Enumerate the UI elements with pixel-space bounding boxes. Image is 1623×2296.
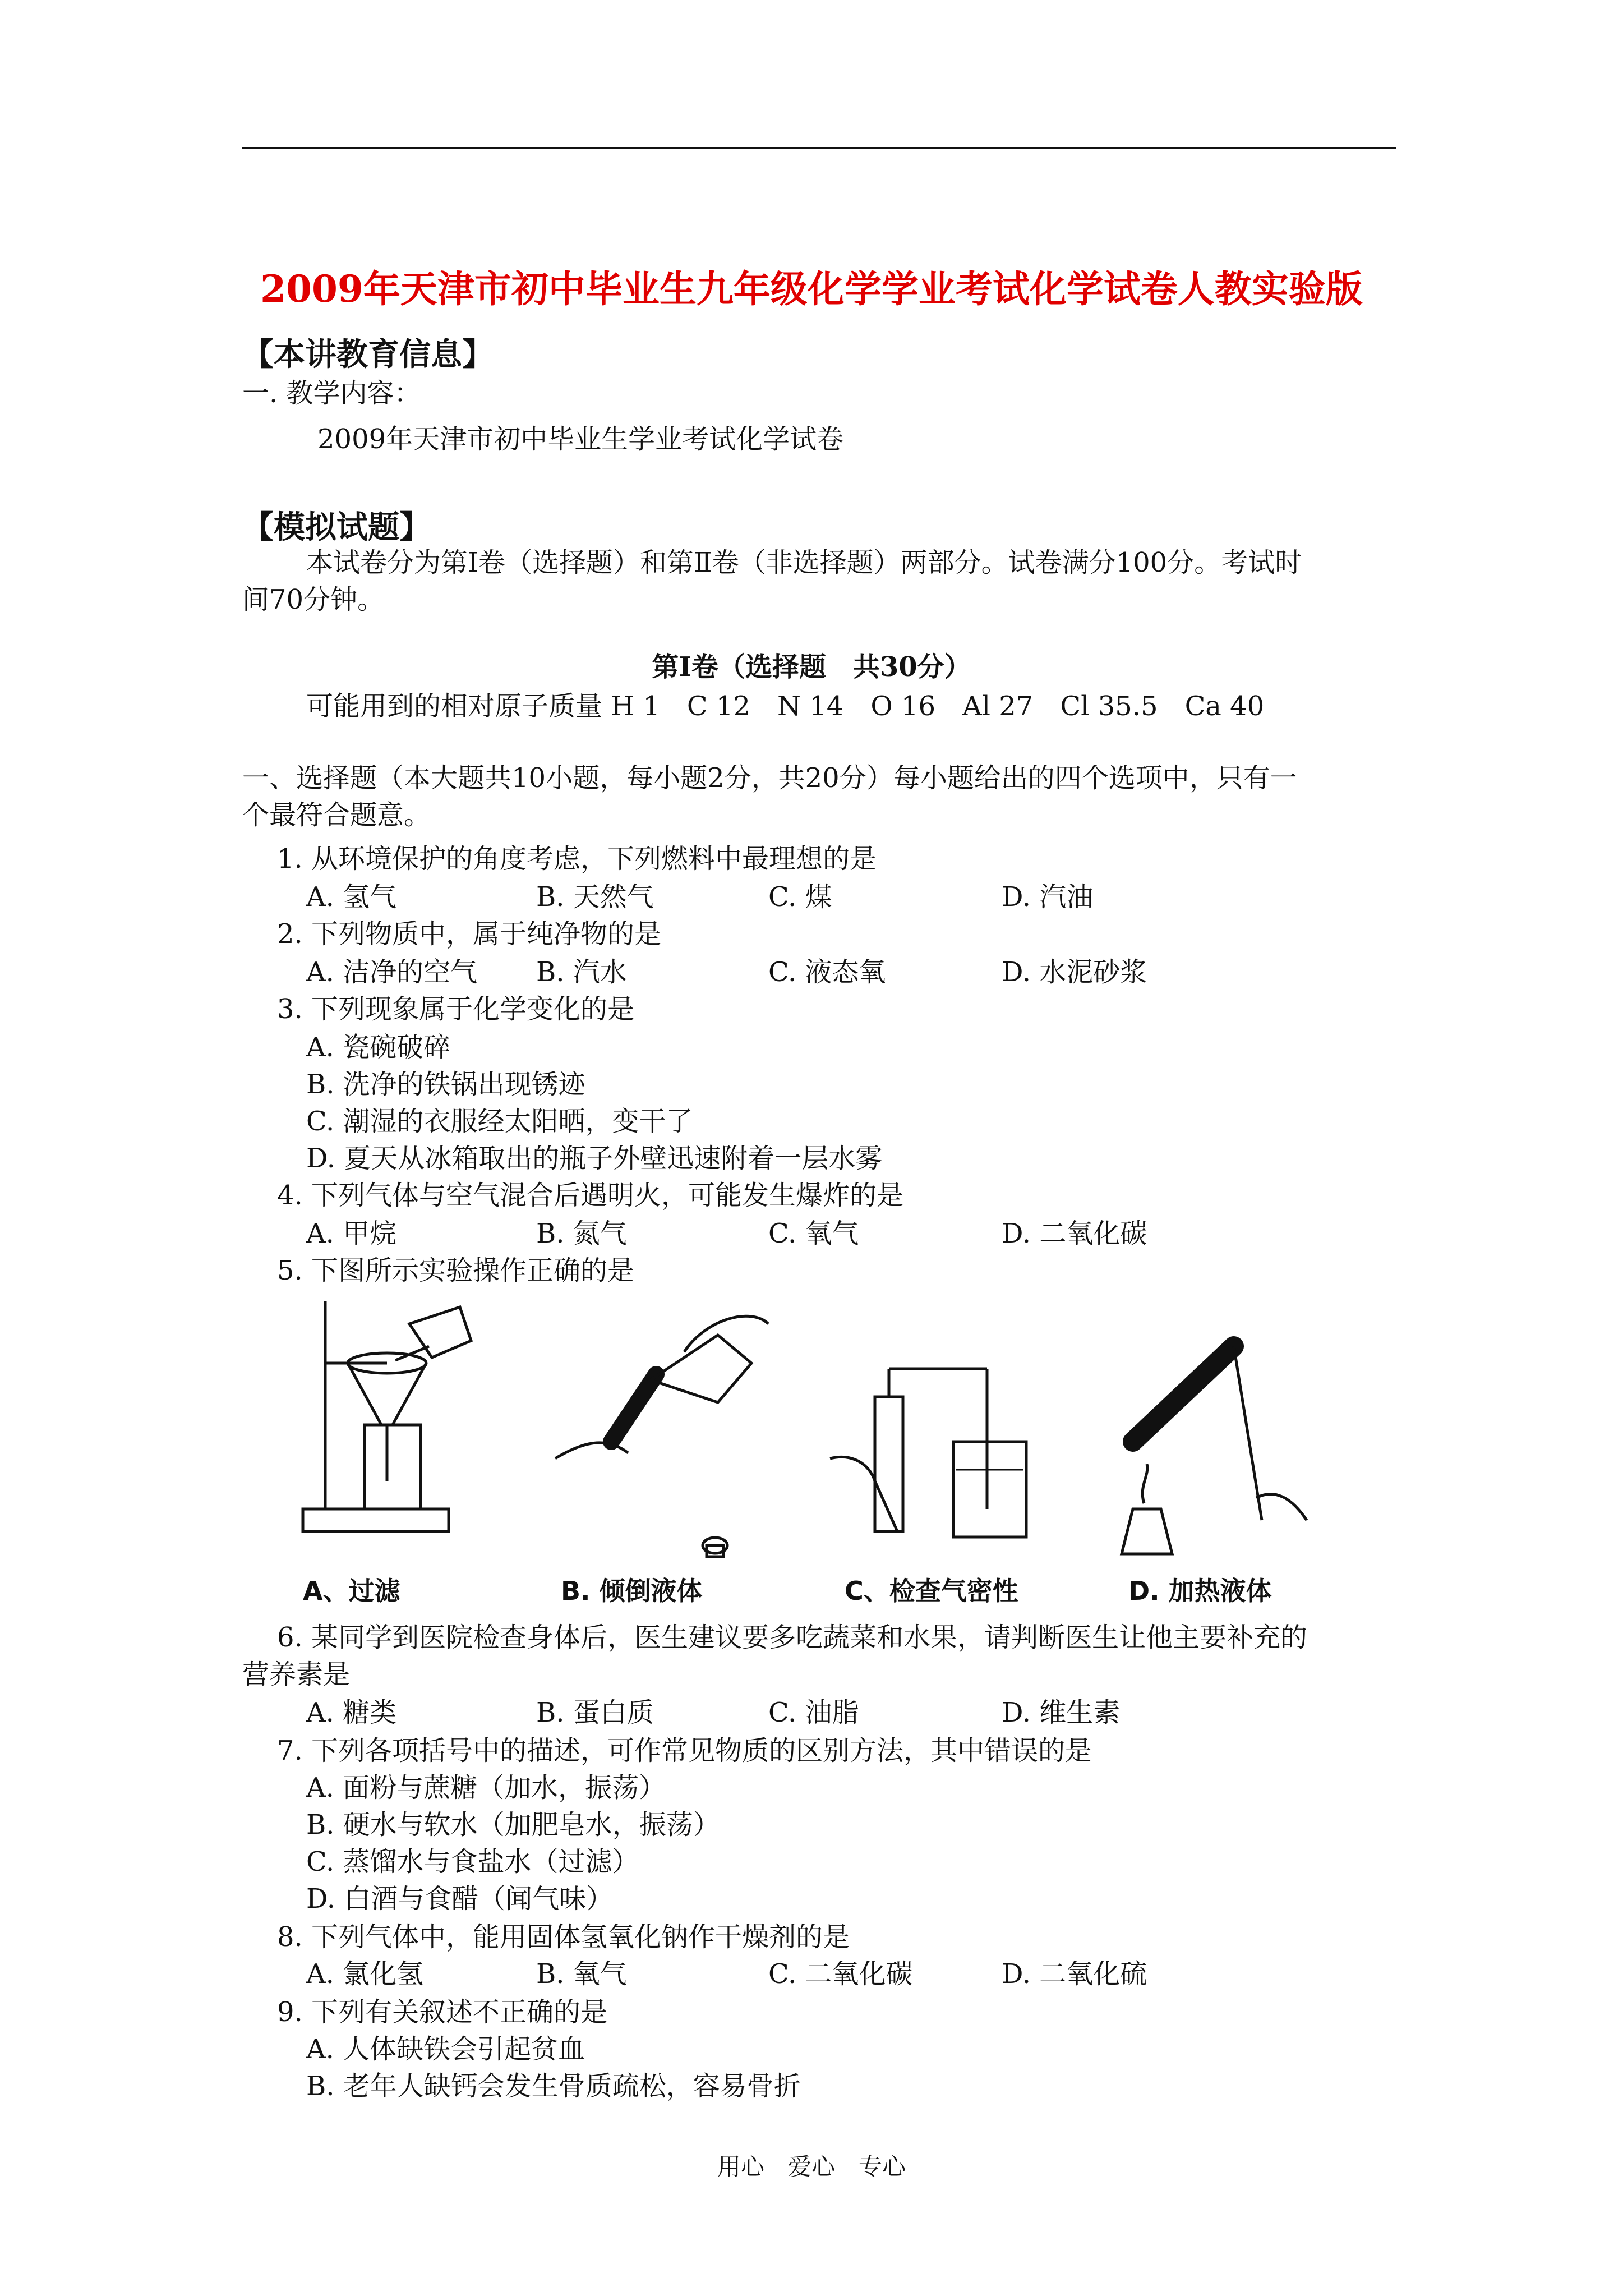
filtration-apparatus-icon — [303, 1301, 471, 1531]
instructions-line2: 个最符合题意。 — [242, 799, 431, 831]
question-2-option-c: C. 液态氧 — [768, 956, 886, 988]
question-9-option-b: B. 老年人缺钙会发生骨质疏松，容易骨折 — [306, 2070, 801, 2102]
caption-c-airtightness: C、检查气密性 — [845, 1576, 1018, 1606]
question-2-option-d: D. 水泥砂浆 — [1002, 956, 1147, 988]
section-header-exam: 【模拟试题】 — [242, 509, 431, 546]
question-6-option-d: D. 维生素 — [1002, 1697, 1121, 1728]
question-9-option-a: A. 人体缺铁会引起贫血 — [306, 2033, 585, 2065]
question-2-stem: 2. 下列物质中，属于纯净物的是 — [277, 918, 662, 950]
question-3-option-c: C. 潮湿的衣服经太阳晒，变干了 — [306, 1106, 693, 1137]
question-4-option-c: C. 氧气 — [768, 1218, 859, 1249]
question-4-option-b: B. 氮气 — [536, 1218, 627, 1249]
question-1-option-c: C. 煤 — [768, 881, 832, 913]
question-2-option-a: A. 洁净的空气 — [306, 956, 478, 988]
teaching-content: 2009年天津市初中毕业生学业考试化学试卷 — [317, 424, 844, 455]
question-7-option-c: C. 蒸馏水与食盐水（过滤） — [306, 1846, 639, 1878]
instructions-line1: 一、选择题（本大题共10小题，每小题2分，共20分）每小题给出的四个选项中，只有一 — [242, 762, 1297, 794]
question-1-stem: 1. 从环境保护的角度考虑，下列燃料中最理想的是 — [277, 843, 877, 875]
question-1-option-b: B. 天然气 — [536, 881, 654, 913]
section-header-info: 【本讲教育信息】 — [242, 336, 494, 373]
question-8-option-b: B. 氧气 — [536, 1958, 627, 1990]
question-3-stem: 3. 下列现象属于化学变化的是 — [277, 993, 635, 1025]
question-6-option-b: B. 蛋白质 — [536, 1697, 654, 1728]
question-2-option-b: B. 汽水 — [536, 956, 627, 988]
question-6-option-c: C. 油脂 — [768, 1697, 859, 1728]
question-9-stem: 9. 下列有关叙述不正确的是 — [277, 1996, 608, 2028]
question-3-option-b: B. 洗净的铁锅出现锈迹 — [306, 1069, 585, 1100]
question-6-stem-line1: 6. 某同学到医院检查身体后，医生建议要多吃蔬菜和水果，请判断医生让他主要补充的 — [277, 1622, 1308, 1653]
document-title: 2009年天津市初中毕业生九年级化学学业考试化学试卷人教实验版 — [260, 267, 1363, 311]
question-3-option-a: A. 瓷碗破碎 — [306, 1032, 451, 1063]
question-7-stem: 7. 下列各项括号中的描述，可作常见物质的区别方法，其中错误的是 — [277, 1735, 1092, 1766]
question-6-stem-line2: 营养素是 — [242, 1659, 351, 1690]
question-8-stem: 8. 下列气体中，能用固体氢氧化钠作干燥剂的是 — [277, 1921, 850, 1953]
header-rule — [242, 147, 1396, 149]
caption-a-filtration: A、过滤 — [303, 1576, 400, 1606]
question-1-option-a: A. 氢气 — [306, 881, 397, 913]
question-1-option-d: D. 汽油 — [1002, 881, 1094, 913]
caption-b-pouring: B. 倾倒液体 — [561, 1576, 703, 1606]
caption-d-heating: D. 加热液体 — [1128, 1576, 1272, 1606]
question-5-stem: 5. 下图所示实验操作正确的是 — [277, 1255, 635, 1286]
question-7-option-b: B. 硬水与软水（加肥皂水，振荡） — [306, 1809, 720, 1841]
exam-intro-line2: 间70分钟。 — [242, 584, 385, 615]
atomic-mass-line: 可能用到的相对原子质量 H 1 C 12 N 14 O 16 Al 27 Cl 35.5 Ca 40 — [306, 691, 1265, 722]
question-4-stem: 4. 下列气体与空气混合后遇明火，可能发生爆炸的是 — [277, 1180, 904, 1211]
question-7-option-a: A. 面粉与蔗糖（加水，振荡） — [306, 1772, 666, 1803]
question-8-option-a: A. 氯化氢 — [306, 1958, 424, 1990]
airtightness-check-icon — [830, 1369, 1026, 1537]
question-4-option-a: A. 甲烷 — [306, 1218, 397, 1249]
exam-intro-line1: 本试卷分为第Ⅰ卷（选择题）和第Ⅱ卷（非选择题）两部分。试卷满分100分。考试时 — [306, 547, 1302, 578]
teaching-content-label: 一. 教学内容： — [242, 378, 421, 409]
question-8-option-d: D. 二氧化硫 — [1002, 1958, 1147, 1990]
pouring-liquid-icon — [555, 1316, 768, 1557]
page-footer: 用心 爱心 专心 — [717, 2153, 906, 2180]
question-3-option-d: D. 夏天从冰箱取出的瓶子外壁迅速附着一层水雾 — [306, 1143, 883, 1174]
question-7-option-d: D. 白酒与食醋（闻气味） — [306, 1883, 614, 1915]
question-4-option-d: D. 二氧化碳 — [1002, 1218, 1147, 1249]
heating-liquid-icon — [1122, 1346, 1307, 1554]
part-title: 第Ⅰ卷（选择题 共30分） — [652, 651, 971, 683]
question-8-option-c: C. 二氧化碳 — [768, 1958, 913, 1990]
question-6-option-a: A. 糖类 — [306, 1697, 397, 1728]
